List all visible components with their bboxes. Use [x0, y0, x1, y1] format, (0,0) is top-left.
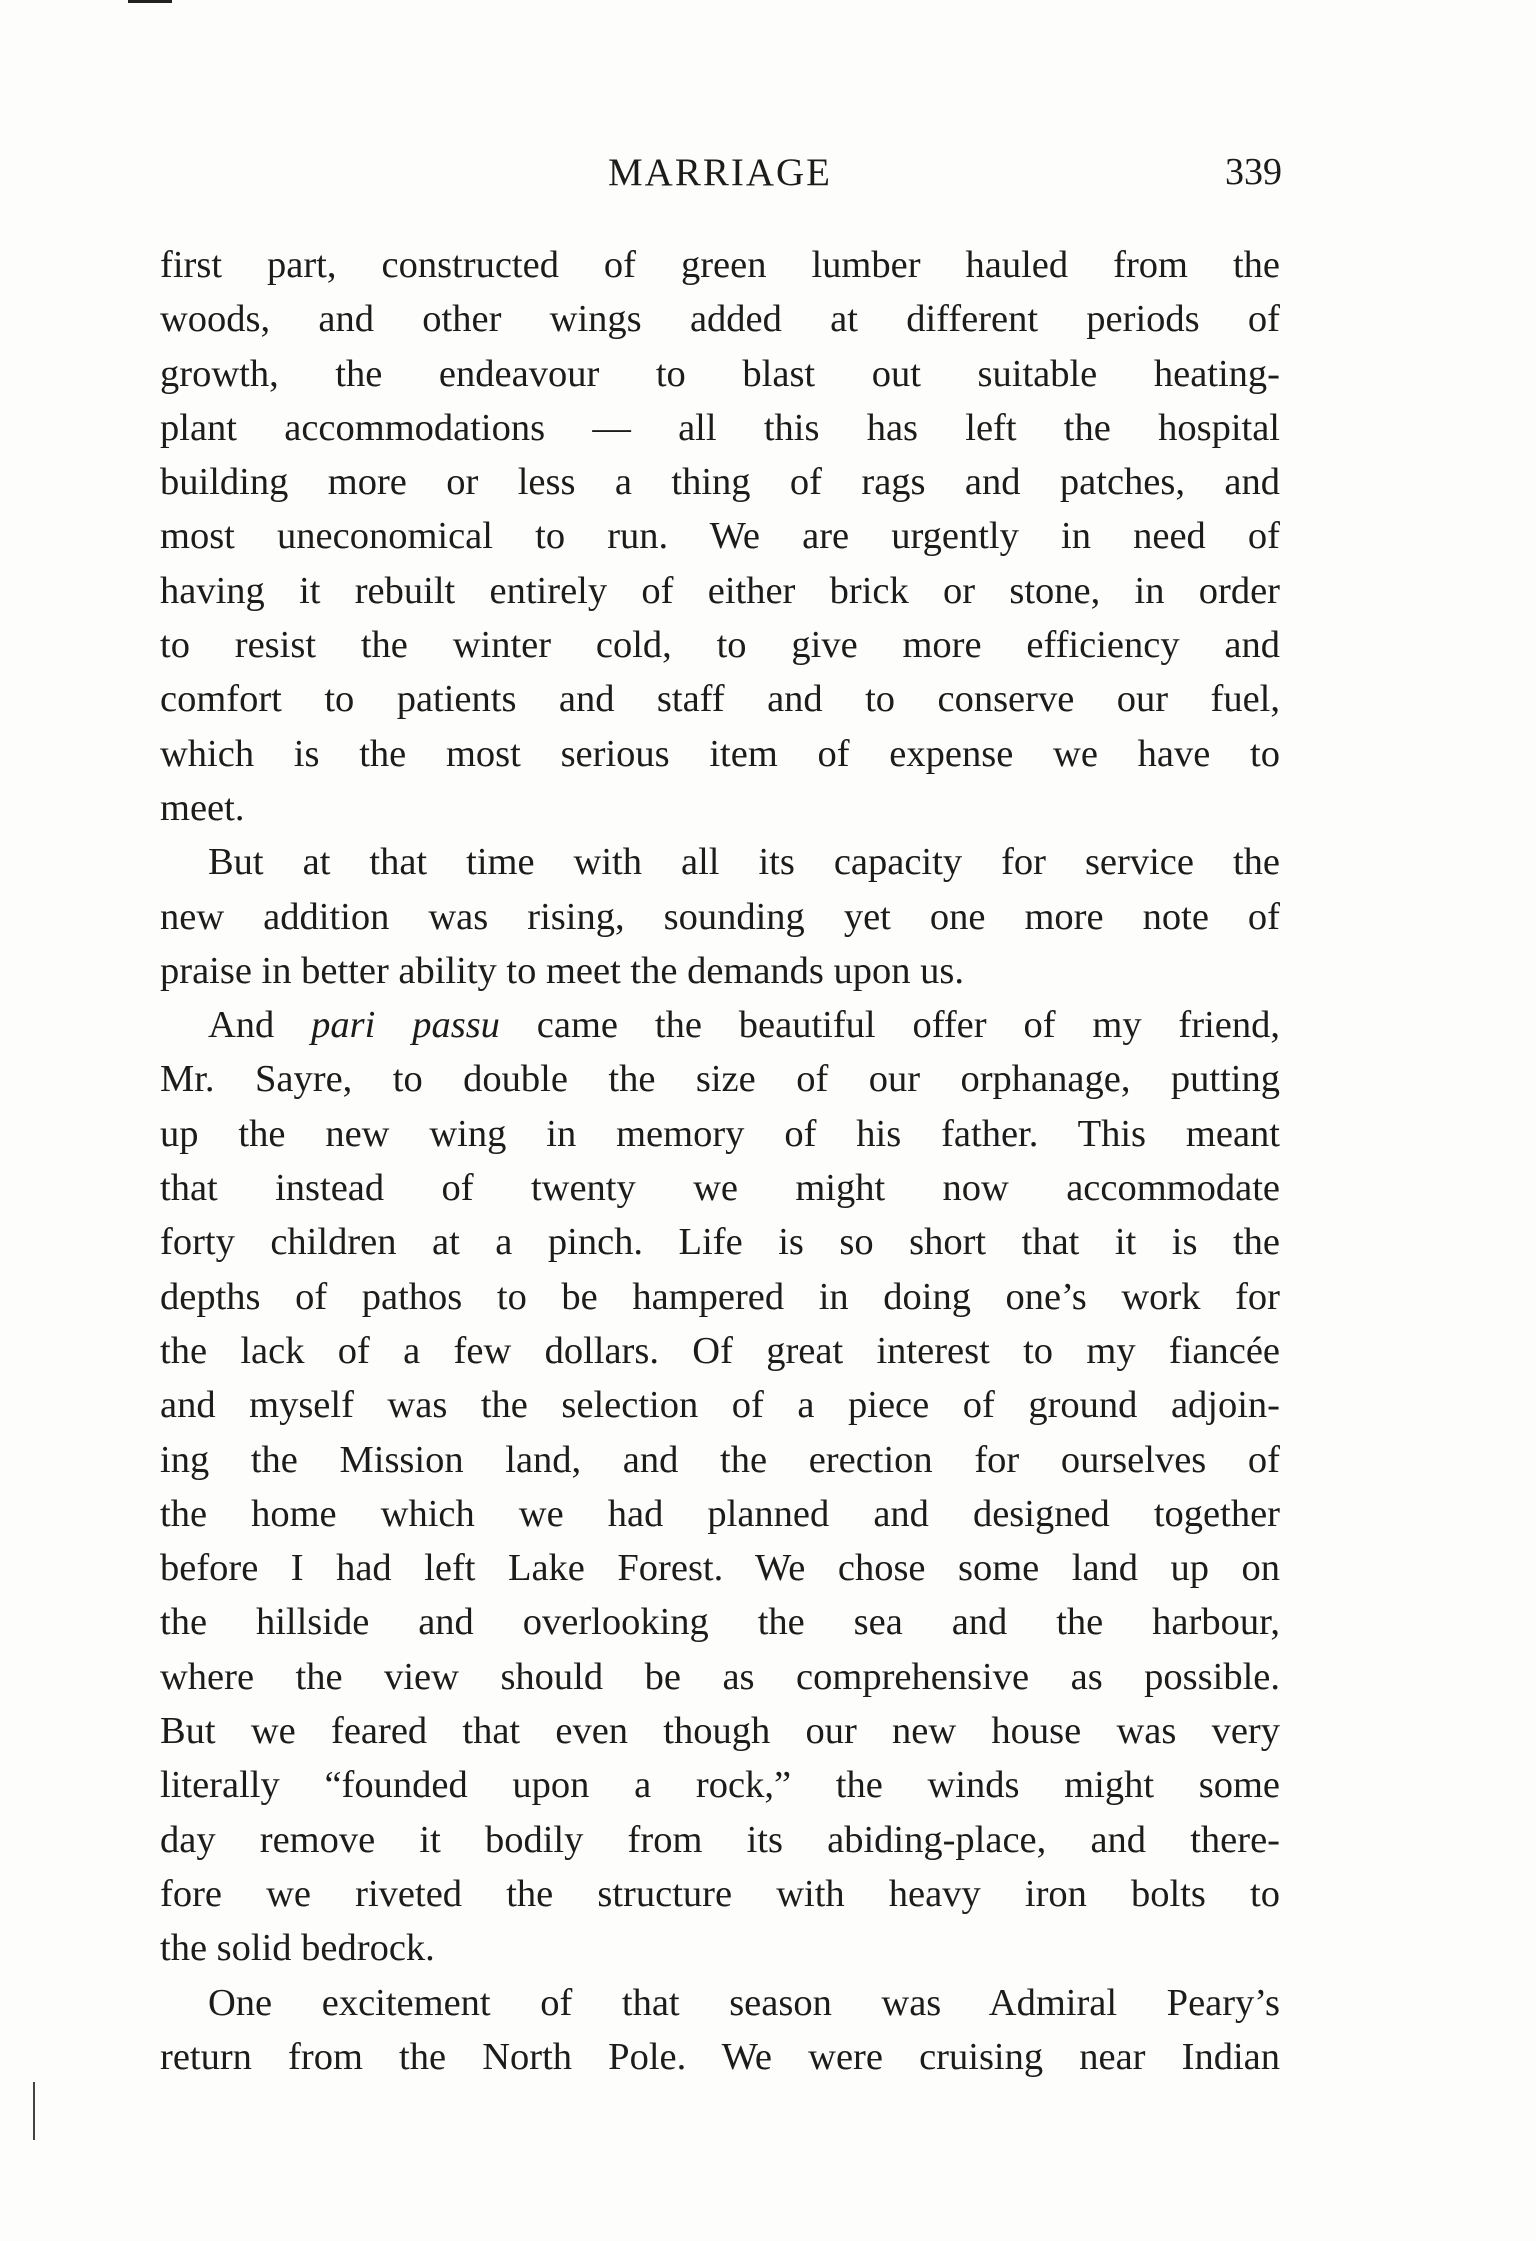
- text-line: forty children at a pinch. Life is so short that it is the: [160, 1221, 1280, 1264]
- text-line: growth, the endeavour to blast out suitable heating-: [160, 352, 1280, 395]
- text-line: to resist the winter cold, to give more efficiency and: [160, 624, 1280, 667]
- text-line: depths of pathos to be hampered in doing one’s work for: [160, 1275, 1280, 1318]
- scan-mark-top: [128, 0, 172, 3]
- text-line: the lack of a few dollars. Of great interest to my fiancée: [160, 1329, 1280, 1372]
- text-line: [160, 998, 1280, 1052]
- text-line: fore we riveted the structure with heavy iron bolts to: [160, 1872, 1280, 1915]
- text-line: having it rebuilt entirely of either brick or stone, in order: [160, 569, 1280, 612]
- text-line: Mr. Sayre, to double the size of our orphanage, putting: [160, 1058, 1280, 1101]
- text-line: plant accommodations — all this has left the hospital: [160, 406, 1280, 449]
- text-line: up the new wing in memory of his father. This meant: [160, 1112, 1280, 1155]
- running-head: [160, 150, 1290, 210]
- text-line: the hillside and overlooking the sea and the harbour,: [160, 1601, 1280, 1644]
- italic-phrase: pari passu: [311, 1004, 500, 1047]
- text-line: which is the most serious item of expense we have to: [160, 732, 1280, 775]
- text-line: woods, and other wings added at different periods of: [160, 298, 1280, 341]
- text-line: But at that time with all its capacity for service the: [208, 841, 1280, 884]
- page-number: 339: [1225, 151, 1282, 193]
- text-fragment: And: [208, 1004, 312, 1047]
- text-line: return from the North Pole. We were cruising near Indian: [160, 2035, 1280, 2078]
- text-line: before I had left Lake Forest. We chose some land up on: [160, 1547, 1280, 1590]
- text-line: One excitement of that season was Admiral Peary’s: [208, 1981, 1280, 2024]
- text-line: literally “founded upon a rock,” the winds might some: [160, 1764, 1280, 1807]
- text-line: the home which we had planned and designed together: [160, 1492, 1280, 1535]
- running-title: MARRIAGE: [607, 151, 832, 194]
- text-line: ing the Mission land, and the erection for ourselves of: [160, 1438, 1280, 1481]
- text-line: and myself was the selection of a piece of ground adjoin-: [160, 1384, 1280, 1427]
- body-text: [160, 238, 1280, 2084]
- text-line: But we feared that even though our new house was very: [160, 1710, 1280, 1753]
- text-line: that instead of twenty we might now accommodate: [160, 1167, 1280, 1210]
- text-line: comfort to patients and staff and to conserve our fuel,: [160, 678, 1280, 721]
- text-line: first part, constructed of green lumber hauled from the: [160, 244, 1280, 286]
- text-line: most uneconomical to run. We are urgently in need of: [160, 515, 1280, 558]
- text-fragment: came the beautiful offer of my friend,: [499, 1004, 1280, 1047]
- text-line: meet.: [160, 786, 245, 829]
- text-line: praise in better ability to meet the demands upon us.: [160, 949, 965, 992]
- text-line: where the view should be as comprehensive as possible.: [160, 1655, 1280, 1698]
- text-line: the solid bedrock.: [160, 1927, 435, 1970]
- scan-mark-left-edge: [33, 2082, 35, 2140]
- text-line: day remove it bodily from its abiding-place, and there-: [160, 1818, 1280, 1861]
- text-line: building more or less a thing of rags and patches, and: [160, 461, 1280, 504]
- text-line: new addition was rising, sounding yet one more note of: [160, 895, 1280, 938]
